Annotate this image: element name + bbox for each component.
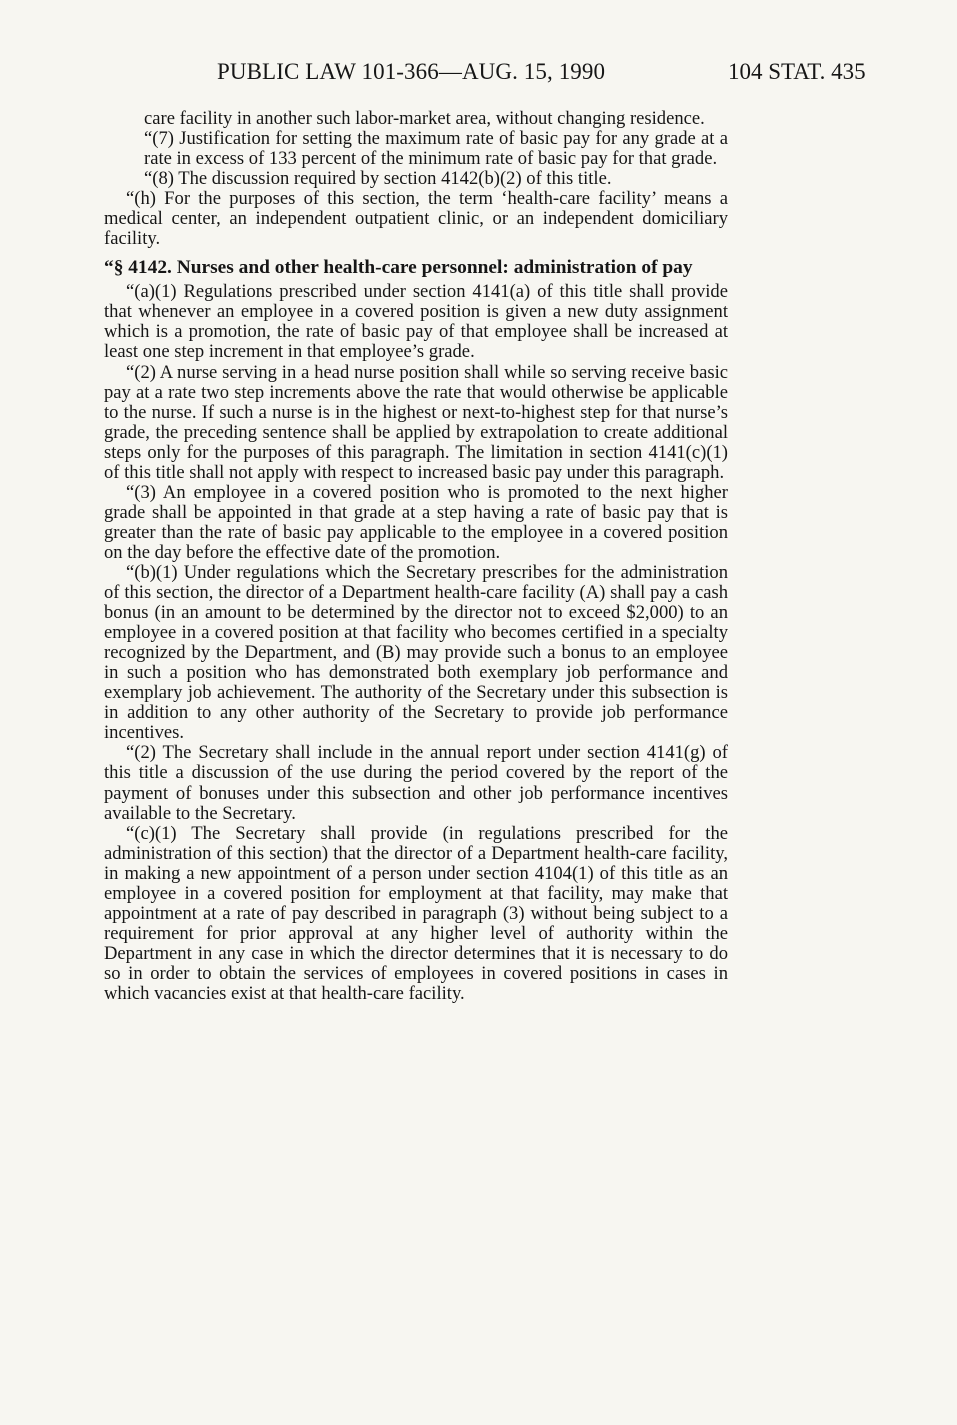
paragraph-c1: “(c)(1) The Secretary shall provide (in regulations prescribed for the administration of this section) that the director of a Department health-care facility, in making a new appointment of a person under section 4104(1) of this title as an employee in a covered position for employment at that facility, may make that appointment at a rate of pay described in paragraph (3) without being subject to a requirement for prior approval at any higher level of authority within the Department in any case in which the director determines that it is necessary to do so in order to obtain the services of employees in covered positions in cases in which vacancies exist at that health-care facility. xyxy=(104,822,728,1004)
paragraph-b2: “(2) The Secretary shall include in the annual report under section 4141(g) of this title a discussion of the use during the period covered by the report of the payment of bonuses under this subsection and other job performance incentives available to the Secretary. xyxy=(104,742,728,824)
paragraph-a3: “(3) An employee in a covered position who is promoted to the next higher grade shall be appointed in that grade at a step having a rate of basic pay that is greater than the rate of basic pay applicable to the employee in a covered position on the day before the effective date of the promotion. xyxy=(104,481,728,563)
body-text xyxy=(104,109,728,1004)
page-number: 104 STAT. 435 xyxy=(728,59,866,84)
paragraph-b1: “(b)(1) Under regulations which the Secretary prescribes for the administration of this section, the director of a Department health-care facility (A) shall pay a cash bonus (in an amount to be determined by the director not to exceed $2,000) to an employee in a covered position at that facility who becomes certified in a specialty recognized by the Department, and (B) may provide such a bonus to an employee in such a position who has demonstrated both exemplary job performance and exemplary job achievement. The authority of the Secretary under this subsection is in addition to any other authority of the Secretary to provide job performance incentives. xyxy=(104,561,728,744)
paragraph-h: “(h) For the purposes of this section, the term ‘health-care facility’ means a medical center, an independent outpatient clinic, or an independent domiciliary facility. xyxy=(104,188,728,250)
section-heading: “§ 4142. Nurses and other health-care personnel: administration of pay xyxy=(104,257,693,279)
paragraph-7: “(7) Justification for setting the maximum rate of basic pay for any grade at a rate in excess of 133 percent of the minimum rate of basic pay for that grade. xyxy=(144,128,728,170)
paragraph-continuation: care facility in another such labor-market area, without changing residence. xyxy=(144,108,705,129)
header-title: PUBLIC LAW 101-366—AUG. 15, 1990 xyxy=(217,59,606,84)
paragraph-a1: “(a)(1) Regulations prescribed under section 4141(a) of this title shall provide that whenever an employee in a covered position is given a new duty assignment which is a promotion, the rate of basic pay of that employee shall be increased at least one step increment in that employee’s grade. xyxy=(104,281,728,363)
running-header xyxy=(0,59,957,91)
paragraph-a2: “(2) A nurse serving in a head nurse position shall while so serving receive basic pay at a rate two step increments above the rate that would otherwise be applicable to the nurse. If such a nurse is in the highest or next-to-highest step for that nurse’s grade, the preceding sentence shall be applied by extrapolation to create additional steps only for the purposes of this paragraph. The limitation in section 4141(c)(1) of this title shall not apply with respect to increased basic pay under this paragraph. xyxy=(104,361,728,483)
paragraph-8: “(8) The discussion required by section 4142(b)(2) of this title. xyxy=(144,168,612,190)
